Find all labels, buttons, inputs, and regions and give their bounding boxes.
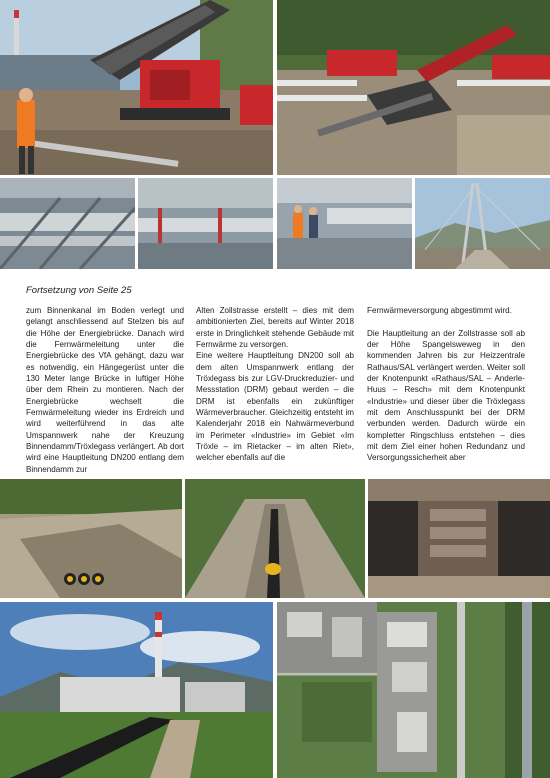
photo-trench-pipes xyxy=(0,479,182,598)
paragraph: zum Binnenkanal im Boden verlegt und gelangt anschliessend auf Stelzen bis auf die Höhe der Energiebrücke. Danach wird die Fernwärmeleitung unter die Energiebrücke des VfA gehängt, dazu war es notwendig, ein Hängegerüst unter die 130 Meter lange Brücke in luftiger Höhe über dem Rhein zu montieren. Nach der Energiebrücke wechselt die Fernwärmeleitung wieder ins Erdreich und wird weiterführend in das alte Umspannwerk nahe der Kreuzung Binnendamm/Tröxlegass verlängert. Ab dort wird eine Hauptleitung DN200 entlang dem Binnendamm zur xyxy=(26,306,184,474)
paragraph: Die Hauptleitung an der Zollstrasse soll ab der Höhe Spangelsweweg in den kommenden Jahren bis zur Heizzentrale Rathaus/SAL verlängert werden. Weiter soll der Knotenpunkt «Rathaus/SAL – Anderle-Huus – Resch» mit dem Knotenpunkt «Industrie» und dieser über die Tröxlegass mit dem Anschlusspunkt bei der DRM verbunden werden. Dadurch würde ein kompletter Ringschluss entstehen – dies mit dem Ziel einer hohen Redundanz und Versorgungssicherheit aber xyxy=(367,328,525,463)
paragraph: Eine weitere Hauptleitung DN200 soll ab dem alten Umspannwerk entlang der Tröxlegass bis zur LGV-Druckreduzier- und Messstation (DRM) gebaut werden – die DRM ist ebenfalls ein zukünftiger Wärmeverbraucher. Gleichzeitig entsteht im Kalenderjahr 2018 ein Nahwärmeverbund im Perimeter «Industrie» im Gebiet «Im Tröxle – im Rietacker – im alten Riet», welcher ebenfalls auf die xyxy=(196,351,354,463)
photo-drilling-site xyxy=(277,0,550,175)
photo-aerial-view xyxy=(277,602,550,778)
photo-suspension-bridge xyxy=(415,178,550,269)
photo-pipe-closeup xyxy=(368,479,550,598)
photo-bridge-scaffold xyxy=(138,178,273,269)
paragraph: Alten Zollstrasse erstellt – dies mit dem ambitionierten Ziel, bereits auf Winter 2018 erste in Dringlichkeit stehende Gebäude mit Fernwärme zu versorgen. xyxy=(196,306,354,350)
photo-drilling-rig-worker xyxy=(0,0,273,175)
photo-trench-green xyxy=(185,479,365,598)
photo-pipes-under-bridge xyxy=(0,178,135,269)
article-column-2 xyxy=(196,305,354,464)
article-column-3 xyxy=(367,305,525,464)
paragraph: Fernwärmeversorgung abgestimmt wird. xyxy=(367,306,512,315)
continuation-note: Fortsetzung von Seite 25 xyxy=(26,285,132,296)
photo-power-plant xyxy=(0,602,273,778)
photo-workers-on-scaffold xyxy=(277,178,412,269)
article-column-1 xyxy=(26,305,184,475)
